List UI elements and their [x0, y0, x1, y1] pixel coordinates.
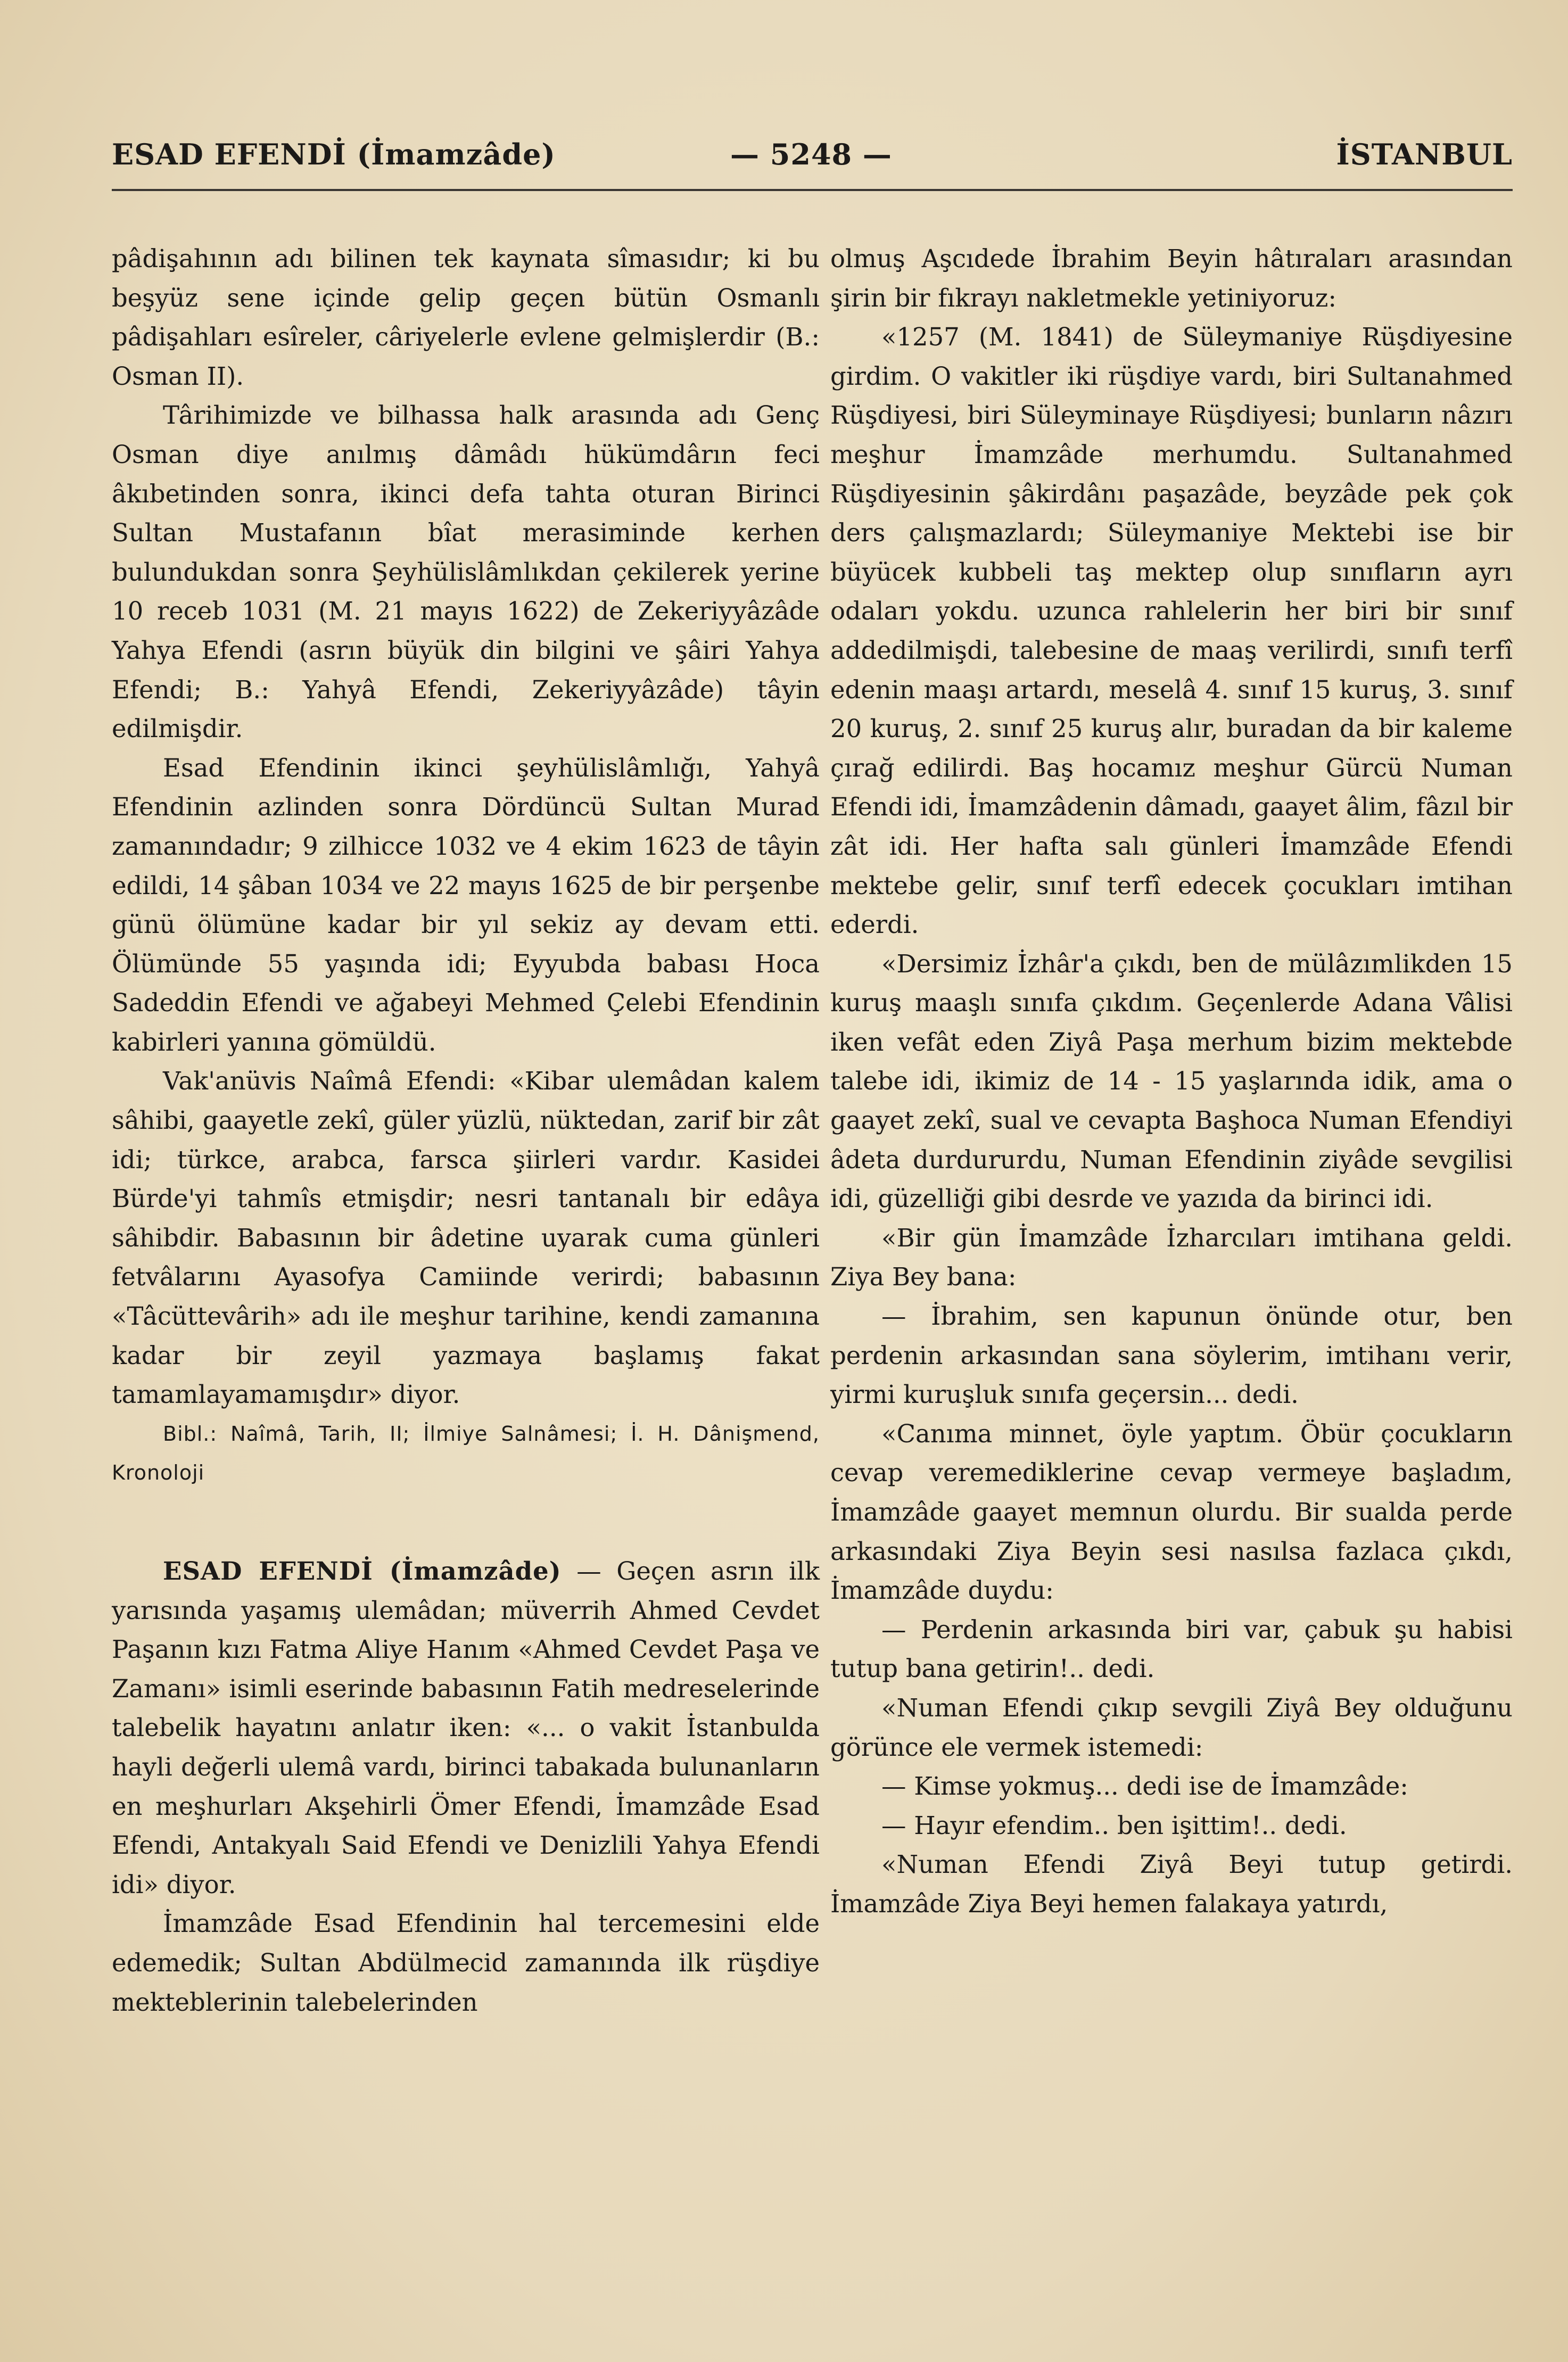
dialogue-line: — İbrahim, sen kapunun önünde otur, ben perdenin arkasından sana söylerim, imtihanı verir, yirmi kuruşluk sınıfa geçersin... dedi. — [830, 1302, 1513, 1409]
paragraph: «Numan Efendi çıkıp sevgili Ziyâ Bey olduğunu görünce ele vermek istemedi: — [830, 1693, 1513, 1762]
paragraph: pâdişahının adı bilinen tek kaynata sîmasıdır; ki bu beşyüz sene içinde gelip geçen bütün Osmanlı pâdişahları esîreler, câriyelerle evlene gelmişlerdir (B.: Osman II). — [112, 244, 820, 391]
paragraph: Esad Efendinin ikinci şeyhülislâmlığı, Yahyâ Efendinin azlinden sonra Dördüncü Sultan Murad zamanındadır; 9 zilhicce 1032 ve 4 ekim 1623 de tâyin edildi, 14 şâban 1034 ve 22 mayıs 1625 de bir perşenbe günü ölümüne kadar bir yıl sekiz ay devam etti. Ölümünde 55 yaşında idi; Eyyubda babası Hoca Sadeddin Efendi ve ağabeyi Mehmed Çelebi Efendinin kabirleri yanına gömüldü. — [112, 753, 820, 1056]
paragraph: İmamzâde Esad Efendinin hal tercemesini elde edemedik; Sultan Abdülmecid zamanında ilk rüşdiye mekteblerinin talebelerinden — [112, 1909, 820, 2017]
paragraph: «Numan Efendi Ziyâ Beyi tutup getirdi. İmamzâde Ziya Beyi hemen falakaya yatırdı, — [830, 1850, 1513, 1918]
dialogue-line: — Perdenin arkasında biri var, çabuk şu habisi tutup bana getirin!.. dedi. — [830, 1615, 1513, 1683]
paragraph: «Dersimiz İzhâr'a çıkdı, ben de mülâzımlikden 15 kuruş maaşlı sınıfa çıkdım. Geçenlerde Adana Vâlisi iken vefât eden Ziyâ Paşa merhum bizim mektebde talebe idi, ikimiz de 14 - 15 yaşlarında idik, ama o gaayet zekî, sual ve cevapta Başhoca Numan Efendiyi âdeta durdururdu, Numan Efendinin ziyâde sevgilisi idi, güzelliği gibi desrde ve yazıda da birinci idi. — [830, 949, 1513, 1213]
dialogue-line: — Kimse yokmuş... dedi ise de İmamzâde: — [881, 1772, 1408, 1801]
paragraph: «Bir gün İmamzâde İzharcıları imtihana geldi. Ziya Bey bana: — [830, 1223, 1513, 1292]
header-section-title: İSTANBUL — [1336, 137, 1513, 171]
right-column — [830, 239, 1513, 1924]
paragraph: olmuş Aşcıdede İbrahim Beyin hâtıraları arasından şirin bir fıkrayı nakletmekle yetiniyoruz: — [830, 244, 1513, 312]
header-rule — [112, 189, 1513, 191]
paragraph: Târihimizde ve bilhassa halk arasında adı Genç Osman diye anılmış dâmâdı hükümdârın feci âkıbetinden sonra, ikinci defa tahta oturan Birinci Sultan Mustafanın bîat merasiminde kerhen bulundukdan sonra Şeyhülislâmlıkdan çekilerek yerine 10 receb 1031 (M. 21 mayıs 1622) de Zekeriyyâzâde Yahya Efendi (asrın büyük din bilgini ve şâiri Yahya Efendi; B.: Yahyâ Efendi, Zekeriyyâzâde) tâyin edilmişdir. — [112, 401, 820, 744]
entry-text: — Geçen asrın ilk yarısında yaşamış ulemâdan; müverrih Ahmed Cevdet Paşanın kızı Fatma Aliye Hanım «Ahmed Cevdet Paşa ve Zamanı» isimli eserinde babasının Fatih medreselerinde talebelik hayatını anlatır iken: «... o vakit İstanbulda hayli değerli ulemâ vardı, birinci tabakada bulunanların en meşhurları Akşehirli Ömer Efendi, İmamzâde Esad Efendi, Antakyalı Said Efendi ve Denizlili Yahya Efendi idi» diyor. — [112, 1557, 820, 1899]
paragraph: Vak'anüvis Naîmâ Efendi: «Kibar ulemâdan kalem sâhibi, gaayetle zekî, güler yüzlü, nüktedan, zarif bir zât idi; türkce, arabca, farsca şiirleri vardır. Kasidei Bürde'yi tahmîs etmişdir; nesri tantanalı bir edâya sâhibdir. Babasının bir âdetine uyarak cuma günleri fetvâlarını Ayasofya Camiinde verirdi; babasının «Tâcüttevârih» adı ile meşhur tarihine, kendi zamanına kadar bir zeyil yazmaya başlamış fakat tamamlayamamışdır» diyor. — [112, 1067, 820, 1409]
paragraph: «Canıma minnet, öyle yaptım. Öbür çocukların cevap veremediklerine cevap vermeye başladım, İmamzâde gaayet memnun olurdu. Bir sualda perde arkasındaki Ziya Beyin sesi nasılsa fazlaca çıkdı, İmamzâde duydu: — [830, 1419, 1513, 1605]
header-entry-title: ESAD EFENDİ (İmamzâde) — [112, 137, 556, 171]
entry-paragraph — [112, 1551, 820, 1904]
page-number: — 5248 — — [730, 137, 892, 171]
bibliography: Bibl.: Naîmâ, Tarih, II; İlmiye Salnâmesi; İ. H. Dânişmend, Kronoloji — [112, 1422, 820, 1485]
running-header — [112, 137, 1513, 180]
left-column — [112, 239, 820, 2022]
dialogue-line: — Hayır efendim.. ben işittim!.. dedi. — [881, 1811, 1347, 1840]
paragraph: «1257 (M. 1841) de Süleymaniye Rüşdiyesine girdim. O vakitler iki rüşdiye vardı, biri Sultanahmed Rüşdiyesi, biri Süleyminaye Rüşdiyesi; bunların nâzırı meşhur İmamzâde merhumdu. Sultanahmed Rüşdiyesinin şâkirdânı paşazâde, beyzâde pek çok ders çalışmazlardı; Süleymaniye Mektebi ise bir büyücek kubbeli taş mektep olup sınıfların ayrı odaları yokdu. uzunca rahlelerin her biri bir sınıf addedilmişdi, talebesine de maaş verilirdi, sınıfı terfî edenin maaşı artardı, meselâ 4. sınıf 15 kuruş, 3. sınıf 20 kuruş, 2. sınıf 25 kuruş alır, buradan da bir kaleme çırağ edilirdi. Baş hocamız meşhur Gürcü Numan Efendi idi, İmamzâdenin dâmadı, gaayet âlim, fâzıl bir zât idi. Her hafta salı günleri İmamzâde Efendi mektebe gelir, sınıf terfî edecek çocukları imtihan ederdi. — [830, 323, 1513, 939]
entry-title: ESAD EFENDİ (İmamzâde) — [163, 1556, 562, 1585]
